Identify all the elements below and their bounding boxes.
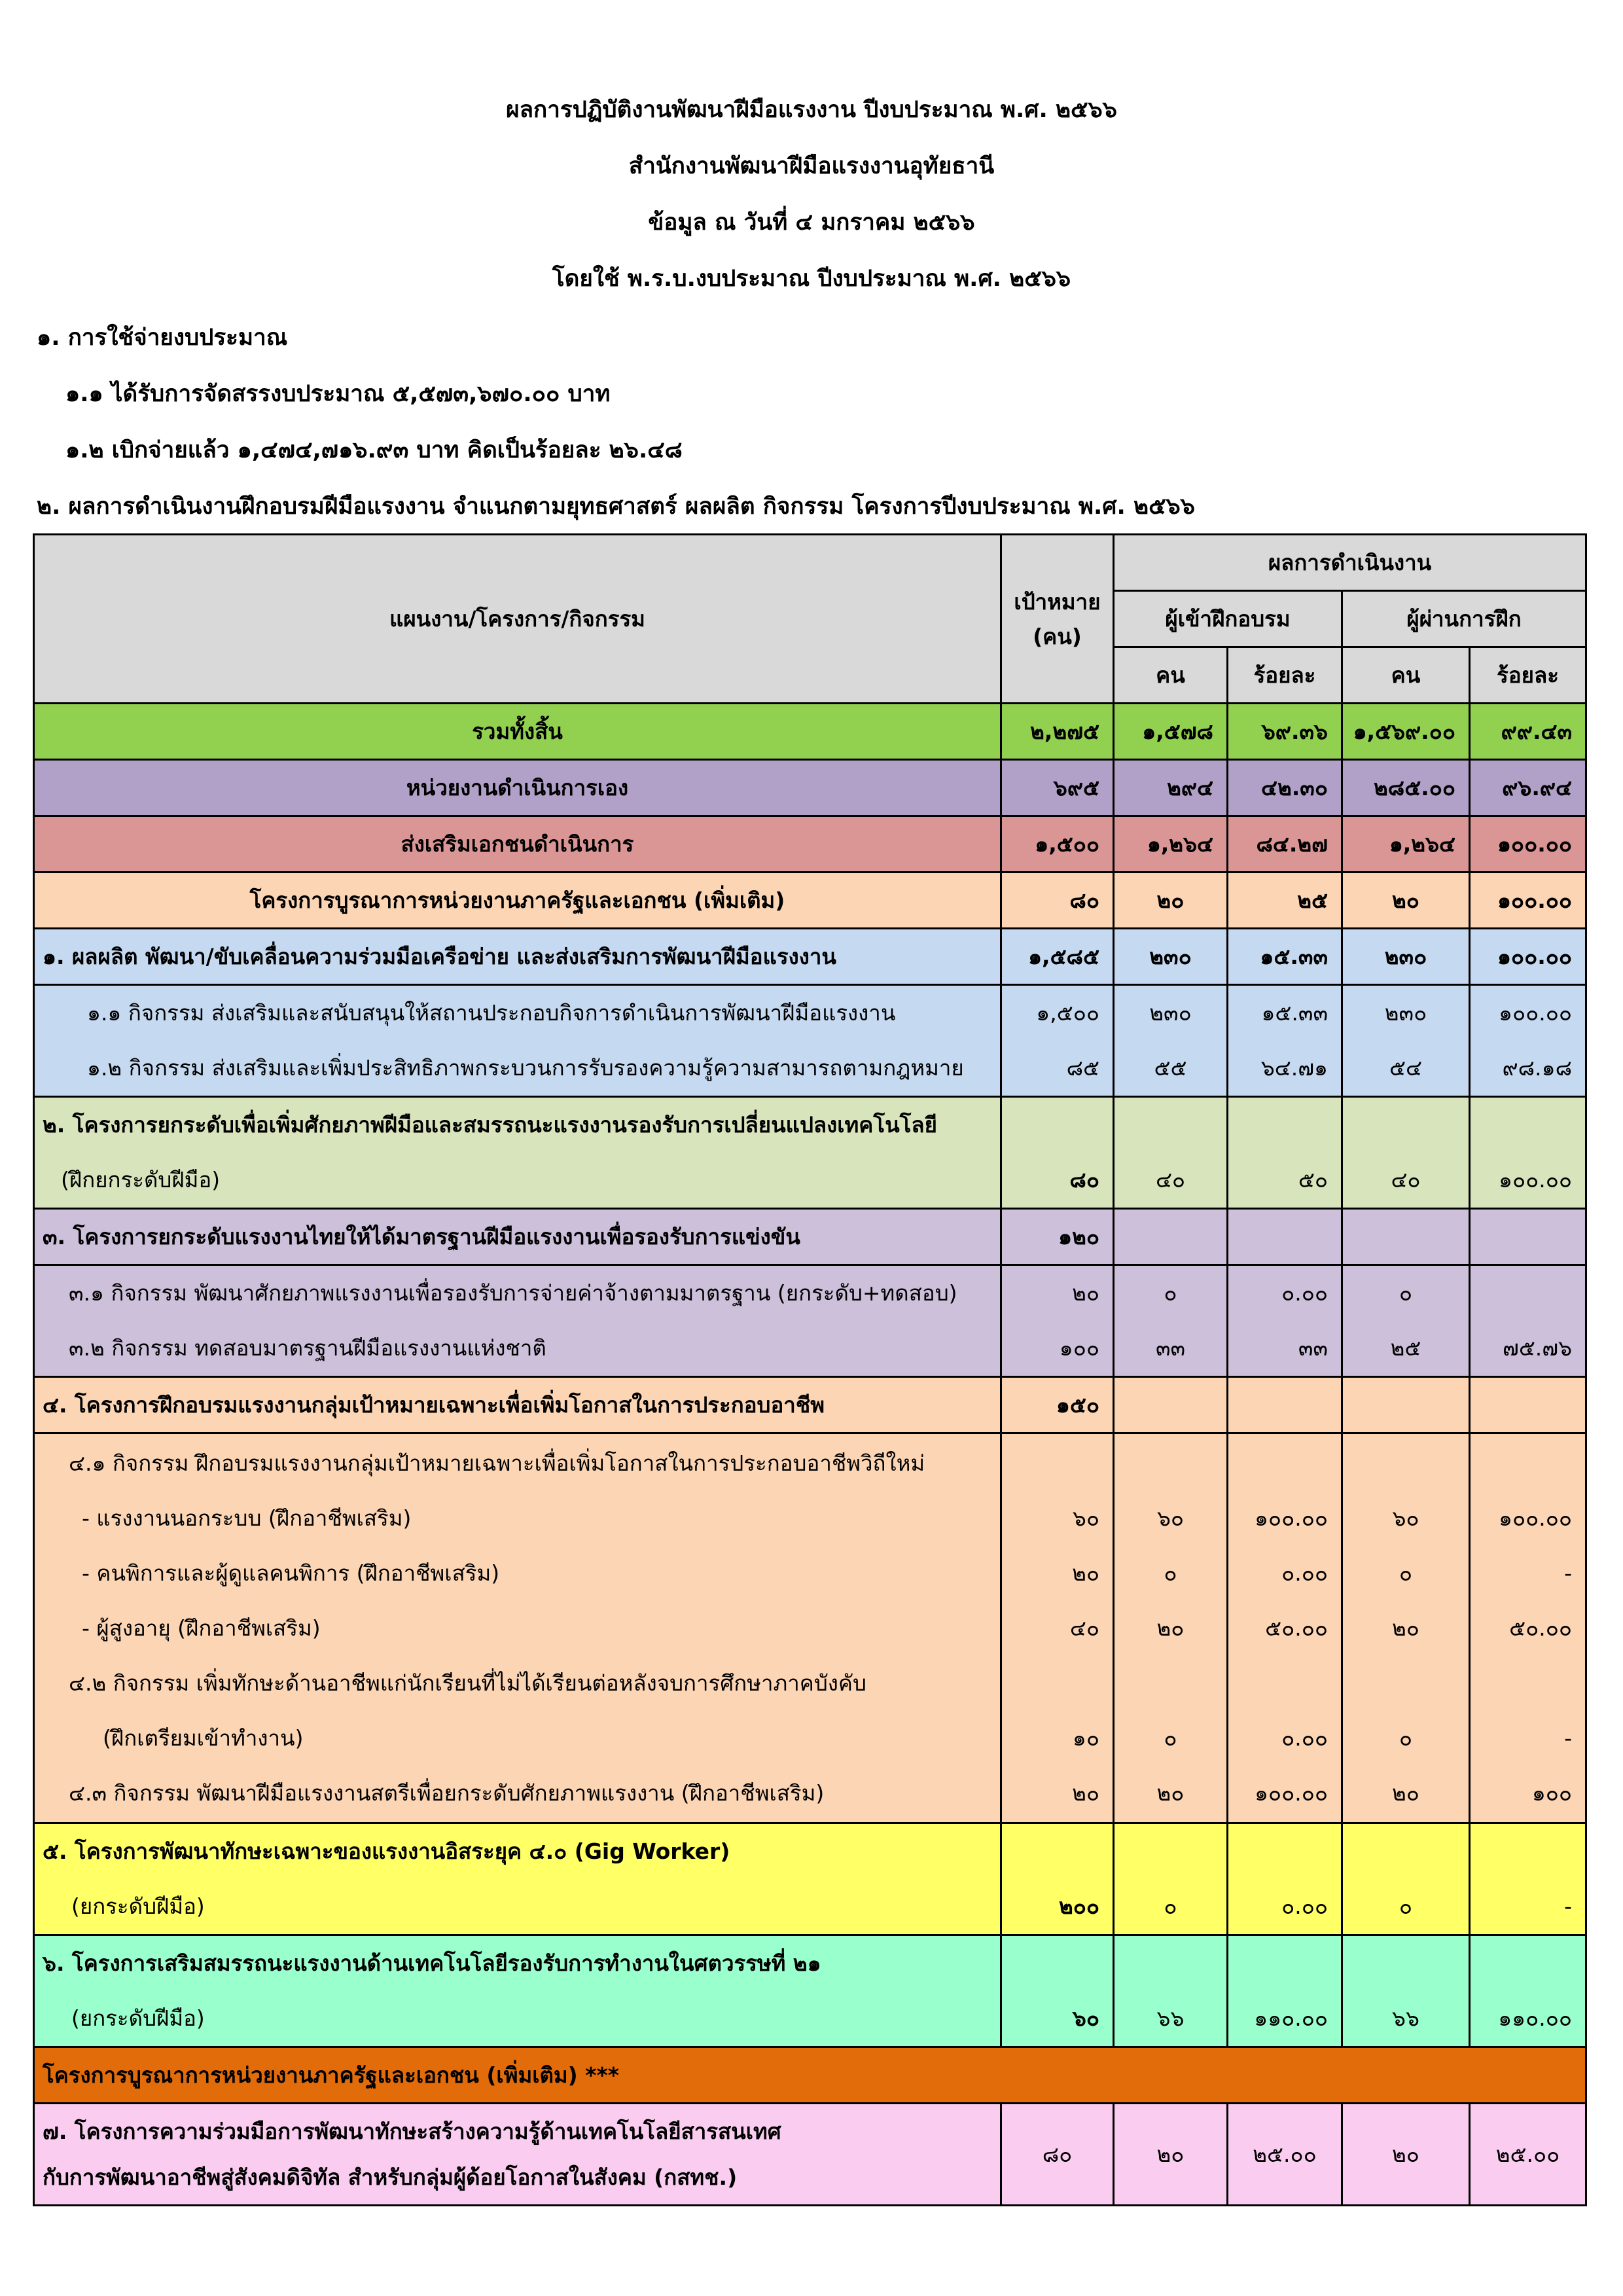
table-row-project-7: [34, 2104, 1586, 2206]
row-label: หน่วยงานดำเนินการเอง: [34, 760, 1001, 816]
trainees-percent: ๑๕.๓๓: [1228, 929, 1342, 985]
trainees-percents: ๑๕.๓๓ ๖๔.๗๑: [1228, 985, 1342, 1097]
trainees-percents: ๑๐๐.๐๐ ๐.๐๐ ๕๐.๐๐ ๐.๐๐ ๑๐๐.๐๐: [1228, 1433, 1342, 1823]
passed-count: ๑,๒๖๔: [1342, 816, 1470, 872]
budget-act: โดยใช้ พ.ร.บ.งบประมาณ ปีงบประมาณ พ.ศ. ๒๕๖๖: [552, 266, 1071, 292]
header-plan: แผนงาน/โครงการ/กิจกรรม: [34, 535, 1001, 704]
table-row-project-4: [34, 1377, 1586, 1433]
passed-percent: ๑๐๐.๐๐: [1470, 872, 1586, 929]
table-row-project-3-activities: [34, 1265, 1586, 1377]
trainees-counts: ๐ ๓๓: [1114, 1265, 1228, 1377]
section-1-heading: ๑. การใช้จ่ายงบประมาณ: [37, 325, 288, 351]
office-name: สำนักงานพัฒนาฝีมือแรงงานอุทัยธานี: [628, 153, 995, 179]
data-date: ข้อมูล ณ วันที่ ๔ มกราคม ๒๕๖๖: [648, 209, 975, 236]
passed-percent: ๙๖.๙๔: [1470, 760, 1586, 816]
target-value: ๘๐: [1001, 1097, 1114, 1209]
budget-disbursed: ๑.๒ เบิกจ่ายแล้ว ๑,๔๗๔,๗๑๖.๙๓ บาท คิดเป็นร้อยละ ๒๖.๔๘: [65, 437, 683, 463]
header-trainees-percent: ร้อยละ: [1228, 647, 1342, 704]
header-trainees-persons: คน: [1114, 647, 1228, 704]
table-row-output-1-activities: [34, 985, 1586, 1097]
target-values: ๑,๕๐๐ ๘๕: [1001, 985, 1114, 1097]
target-value: ๖๙๕: [1001, 760, 1114, 816]
activity-labels: ๔.๑ กิจกรรม ฝึกอบรมแรงงานกลุ่มเป้าหมายเฉพาะเพื่อเพิ่มโอกาสในการประกอบอาชีพวิถีใหม่ - แรงงานนอกระบบ (ฝึกอาชีพเสริม) - คนพิการและผู้ดูแลคนพิการ (ฝึกอาชีพเสริม) - ผู้สูงอายุ (ฝึกอาชีพเสริม) ๔.๒ กิจกรรม เพิ่มทักษะด้านอาชีพแก่นักเรียนที่ไม่ได้เรียนต่อหลังจบการศึกษาภาคบังคับ (ฝึกเตรียมเข้าทำงาน) ๔.๓ กิจกรรม พัฒนาฝีมือแรงงานสตรีเพื่อยกระดับศักยภาพแรงงาน (ฝึกอาชีพเสริม): [34, 1433, 1001, 1823]
row-label: โครงการบูรณาการหน่วยงานภาครัฐและเอกชน (เพิ่มเติม) ***: [34, 2047, 1586, 2104]
trainees-percent: ๖๙.๓๖: [1228, 704, 1342, 760]
trainees-count: ๑,๒๖๔: [1114, 816, 1228, 872]
row-label: โครงการบูรณาการหน่วยงานภาครัฐและเอกชน (เพิ่มเติม): [34, 872, 1001, 929]
trainees-count: ๒๙๔: [1114, 760, 1228, 816]
passed-counts: ๖๐ ๐ ๒๐ ๐ ๒๐: [1342, 1433, 1470, 1823]
activity-labels: ๓.๑ กิจกรรม พัฒนาศักยภาพแรงงานเพื่อรองรับการจ่ายค่าจ้างตามมาตรฐาน (ยกระดับ+ทดสอบ) ๓.๒ กิจกรรม ทดสอบมาตรฐานฝีมือแรงงานแห่งชาติ: [34, 1265, 1001, 1377]
row-label: ๓. โครงการยกระดับแรงงานไทยให้ได้มาตรฐานฝีมือแรงงานเพื่อรองรับการแข่งขัน: [34, 1209, 1001, 1265]
trainees-percent: ๘๔.๒๗: [1228, 816, 1342, 872]
section-2-heading: ๒. ผลการดำเนินงานฝึกอบรมฝีมือแรงงาน จำแนกตามยุทธศาสตร์ ผลผลิต กิจกรรม โครงการปีงบประมาณ พ.ศ. ๒๕๖๖: [37, 493, 1195, 520]
target-value: ๘๐: [1001, 872, 1114, 929]
passed-percents: ๗๕.๗๖: [1470, 1265, 1586, 1377]
activity-labels: ๑.๑ กิจกรรม ส่งเสริมและสนับสนุนให้สถานประกอบกิจการดำเนินการพัฒนาฝีมือแรงงาน ๑.๒ กิจกรรม ส่งเสริมและเพิ่มประสิทธิภาพกระบวนการรับรองความรู้ความสามารถตามกฎหมาย: [34, 985, 1001, 1097]
trainees-percent: ๔๒.๓๐: [1228, 760, 1342, 816]
passed-percent: ๑๐๐.๐๐: [1470, 816, 1586, 872]
table-row-project-4-activities: [34, 1433, 1586, 1823]
table-row-project-3: [34, 1209, 1586, 1265]
table-row-project-5: [34, 1823, 1586, 1935]
table-row-output-1: [34, 929, 1586, 985]
passed-percent: ๑๐๐.๐๐: [1470, 1097, 1586, 1209]
target-value: ๖๐: [1001, 1935, 1114, 2047]
header-passed-persons: คน: [1342, 647, 1470, 704]
report-title: ผลการปฏิบัติงานพัฒนาฝีมือแรงงาน ปีงบประมาณ พ.ศ. ๒๕๖๖: [506, 97, 1117, 123]
trainees-percent: ๑๑๐.๐๐: [1228, 1935, 1342, 2047]
header-results: ผลการดำเนินงาน: [1114, 535, 1586, 591]
table-row-total: [34, 704, 1586, 760]
trainees-count: ๒๓๐: [1114, 929, 1228, 985]
target-value: ๑๕๐: [1001, 1377, 1114, 1433]
target-value: ๑๒๐: [1001, 1209, 1114, 1265]
budget-allocated: ๑.๑ ได้รับการจัดสรรงบประมาณ ๕,๕๗๓,๖๗๐.๐๐ บาท: [65, 381, 611, 407]
passed-percents: ๑๐๐.๐๐ - ๕๐.๐๐ - ๑๐๐: [1470, 1433, 1586, 1823]
target-value: ๘๐: [1001, 2104, 1114, 2206]
trainees-count: ๒๐: [1114, 2104, 1228, 2206]
trainees-percent: ๕๐: [1228, 1097, 1342, 1209]
passed-count: ๒๘๕.๐๐: [1342, 760, 1470, 816]
row-label: ๗. โครงการความร่วมมือการพัฒนาทักษะสร้างความรู้ด้านเทคโนโลยีสารสนเทศ กับการพัฒนาอาชีพสู่สังคมดิจิทัล สำหรับกลุ่มผู้ด้อยโอกาสในสังคม (กสทช.): [34, 2104, 1001, 2206]
passed-counts: ๐ ๒๕: [1342, 1265, 1470, 1377]
trainees-counts: ๖๐ ๐ ๒๐ ๐ ๒๐: [1114, 1433, 1228, 1823]
passed-percent: ๒๕.๐๐: [1470, 2104, 1586, 2206]
passed-percent: -: [1470, 1823, 1586, 1935]
passed-percent: ๑๐๐.๐๐: [1470, 929, 1586, 985]
passed-percents: ๑๐๐.๐๐ ๙๘.๑๘: [1470, 985, 1586, 1097]
passed-count: ๐: [1342, 1823, 1470, 1935]
trainees-percents: ๐.๐๐ ๓๓: [1228, 1265, 1342, 1377]
passed-count: ๒๓๐: [1342, 929, 1470, 985]
table-row-project-2: [34, 1097, 1586, 1209]
trainees-counts: ๒๓๐ ๕๕: [1114, 985, 1228, 1097]
target-value: ๑,๕๘๕: [1001, 929, 1114, 985]
header-passed: ผู้ผ่านการฝึก: [1342, 591, 1586, 647]
table-row-self-operated: [34, 760, 1586, 816]
trainees-count: ๒๐: [1114, 872, 1228, 929]
passed-count: ๒๐: [1342, 872, 1470, 929]
passed-counts: ๒๓๐ ๕๔: [1342, 985, 1470, 1097]
trainees-count: ๖๖: [1114, 1935, 1228, 2047]
trainees-percent: ๒๕: [1228, 872, 1342, 929]
row-label: ๒. โครงการยกระดับเพื่อเพิ่มศักยภาพฝีมือและสมรรถนะแรงงานรองรับการเปลี่ยนแปลงเทคโนโลยี (ฝึกยกระดับฝีมือ): [34, 1097, 1001, 1209]
header-passed-percent: ร้อยละ: [1470, 647, 1586, 704]
header-trainees: ผู้เข้าฝึกอบรม: [1114, 591, 1342, 647]
trainees-percent: ๐.๐๐: [1228, 1823, 1342, 1935]
trainees-count: ๔๐: [1114, 1097, 1228, 1209]
target-value: ๒,๒๗๕: [1001, 704, 1114, 760]
row-label: ๑. ผลผลิต พัฒนา/ขับเคลื่อนความร่วมมือเครือข่าย และส่งเสริมการพัฒนาฝีมือแรงงาน: [34, 929, 1001, 985]
row-label: ส่งเสริมเอกชนดำเนินการ: [34, 816, 1001, 872]
trainees-count: ๐: [1114, 1823, 1228, 1935]
row-label: ๖. โครงการเสริมสมรรถนะแรงงานด้านเทคโนโลยีรองรับการทำงานในศตวรรษที่ ๒๑ (ยกระดับฝีมือ): [34, 1935, 1001, 2047]
trainees-percent: ๒๕.๐๐: [1228, 2104, 1342, 2206]
passed-count: ๖๖: [1342, 1935, 1470, 2047]
results-table: [33, 533, 1587, 2206]
passed-count: ๔๐: [1342, 1097, 1470, 1209]
passed-percent: ๑๑๐.๐๐: [1470, 1935, 1586, 2047]
target-values: ๒๐ ๑๐๐: [1001, 1265, 1114, 1377]
trainees-count: ๑,๕๗๘: [1114, 704, 1228, 760]
passed-count: ๒๐: [1342, 2104, 1470, 2206]
target-values: ๖๐ ๒๐ ๔๐ ๑๐ ๒๐: [1001, 1433, 1114, 1823]
passed-count: ๑,๕๖๙.๐๐: [1342, 704, 1470, 760]
table-row-integration: [34, 872, 1586, 929]
passed-percent: ๙๙.๔๓: [1470, 704, 1586, 760]
table-row-integration-section: [34, 2047, 1586, 2104]
table-row-project-6: [34, 1935, 1586, 2047]
row-label: ๔. โครงการฝึกอบรมแรงงานกลุ่มเป้าหมายเฉพาะเพื่อเพิ่มโอกาสในการประกอบอาชีพ: [34, 1377, 1001, 1433]
header-target: เป้าหมาย (คน): [1001, 535, 1114, 704]
table-row-private: [34, 816, 1586, 872]
row-label: ๕. โครงการพัฒนาทักษะเฉพาะของแรงงานอิสระยุค ๔.๐ (Gig Worker) (ยกระดับฝีมือ): [34, 1823, 1001, 1935]
target-value: ๒๐๐: [1001, 1823, 1114, 1935]
row-label: รวมทั้งสิ้น: [34, 704, 1001, 760]
target-value: ๑,๕๐๐: [1001, 816, 1114, 872]
